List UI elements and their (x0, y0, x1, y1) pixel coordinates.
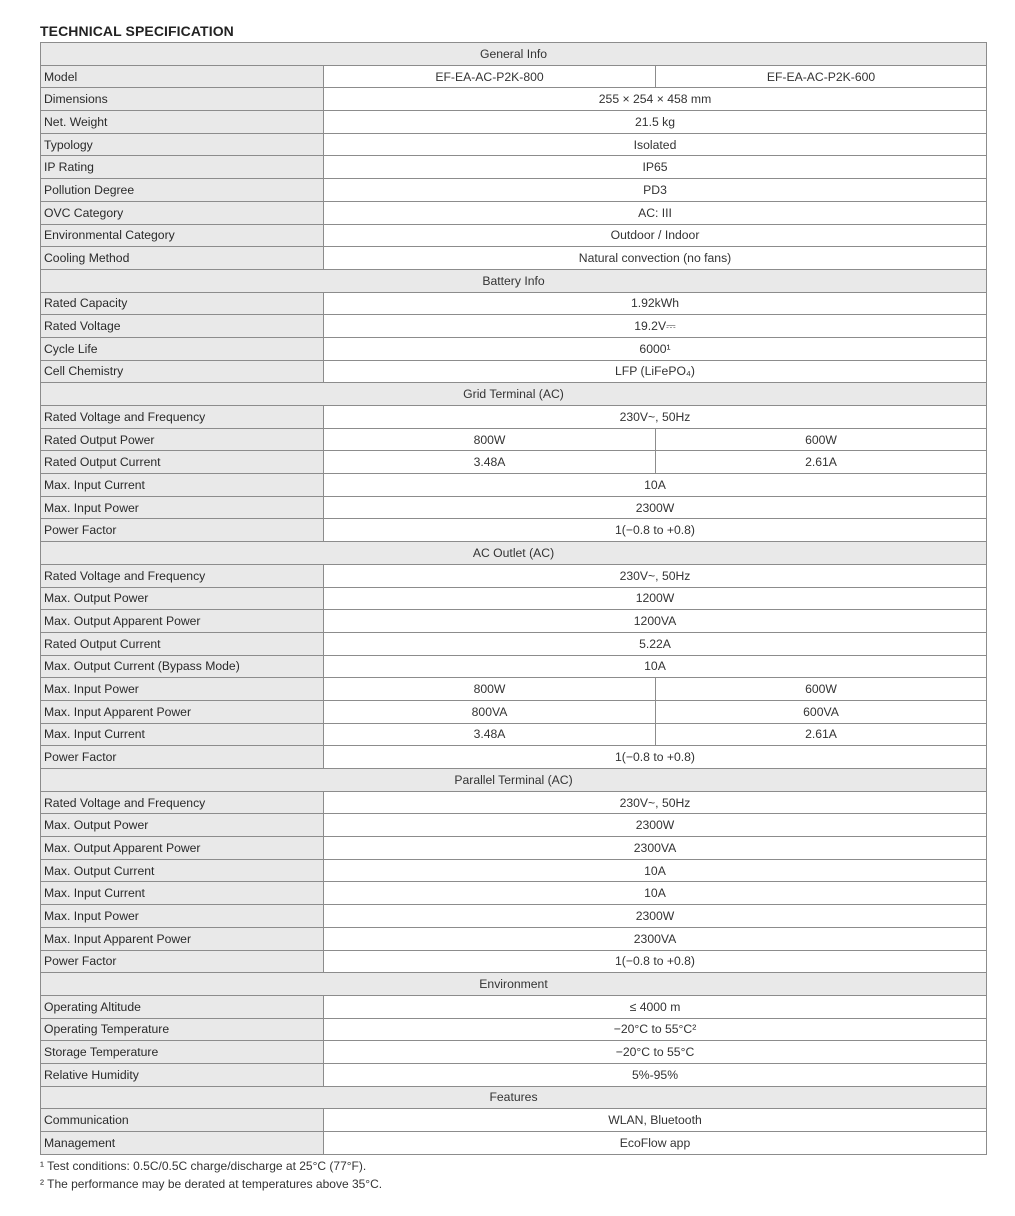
section-header: Battery Info (41, 269, 987, 292)
spec-row (41, 247, 987, 270)
spec-value: −20°C to 55°C² (324, 1018, 987, 1041)
spec-row (41, 156, 987, 179)
spec-value: 2.61A (656, 451, 987, 474)
spec-row (41, 111, 987, 134)
section-header: Grid Terminal (AC) (41, 383, 987, 406)
spec-value: 2300W (324, 814, 987, 837)
spec-row (41, 451, 987, 474)
spec-value: 2300VA (324, 927, 987, 950)
spec-label: Net. Weight (41, 111, 324, 134)
spec-value: 3.48A (324, 451, 656, 474)
spec-row (41, 1063, 987, 1086)
spec-label: IP Rating (41, 156, 324, 179)
spec-row (41, 1109, 987, 1132)
spec-label: Dimensions (41, 88, 324, 111)
spec-row (41, 814, 987, 837)
spec-row (41, 587, 987, 610)
spec-label: Rated Voltage and Frequency (41, 791, 324, 814)
spec-label: Max. Output Current (41, 859, 324, 882)
spec-value: Natural convection (no fans) (324, 247, 987, 270)
spec-row (41, 564, 987, 587)
spec-label: Rated Capacity (41, 292, 324, 315)
spec-value: 5%-95% (324, 1063, 987, 1086)
spec-row (41, 1041, 987, 1064)
spec-label: Environmental Category (41, 224, 324, 247)
spec-row (41, 882, 987, 905)
spec-row (41, 927, 987, 950)
spec-label: Management (41, 1132, 324, 1155)
spec-value: 1200W (324, 587, 987, 610)
spec-value: 255 × 254 × 458 mm (324, 88, 987, 111)
spec-label: Max. Input Power (41, 905, 324, 928)
spec-value: 2300W (324, 905, 987, 928)
spec-row (41, 224, 987, 247)
spec-label: Operating Temperature (41, 1018, 324, 1041)
section-header: Features (41, 1086, 987, 1109)
spec-value: 19.2V⎓ (324, 315, 987, 338)
spec-value: 10A (324, 474, 987, 497)
spec-label: Cycle Life (41, 337, 324, 360)
spec-label: Rated Voltage and Frequency (41, 406, 324, 429)
spec-row (41, 700, 987, 723)
spec-label: Rated Voltage and Frequency (41, 564, 324, 587)
spec-value: LFP (LiFePO₄) (324, 360, 987, 383)
spec-row (41, 474, 987, 497)
spec-row (41, 496, 987, 519)
spec-value: 10A (324, 882, 987, 905)
spec-row (41, 337, 987, 360)
spec-value: 600W (656, 678, 987, 701)
spec-label: Rated Voltage (41, 315, 324, 338)
spec-row (41, 950, 987, 973)
spec-label: Rated Output Current (41, 632, 324, 655)
spec-value: 2.61A (656, 723, 987, 746)
spec-value: Isolated (324, 133, 987, 156)
section-header: Environment (41, 973, 987, 996)
spec-value: 21.5 kg (324, 111, 987, 134)
spec-row (41, 406, 987, 429)
section-header-row (41, 43, 987, 66)
spec-row (41, 88, 987, 111)
spec-value: 5.22A (324, 632, 987, 655)
spec-value: 600W (656, 428, 987, 451)
section-header-row (41, 769, 987, 792)
spec-value: 3.48A (324, 723, 656, 746)
spec-row (41, 360, 987, 383)
spec-label: Model (41, 65, 324, 88)
spec-value: 1.92kWh (324, 292, 987, 315)
spec-label: OVC Category (41, 201, 324, 224)
spec-value: ≤ 4000 m (324, 995, 987, 1018)
spec-value: 230V~, 50Hz (324, 564, 987, 587)
spec-label: Operating Altitude (41, 995, 324, 1018)
spec-row (41, 905, 987, 928)
spec-label: Max. Input Apparent Power (41, 700, 324, 723)
spec-row (41, 837, 987, 860)
spec-label: Power Factor (41, 519, 324, 542)
section-header-row (41, 1086, 987, 1109)
spec-row (41, 678, 987, 701)
spec-value: 2300W (324, 496, 987, 519)
spec-value: PD3 (324, 179, 987, 202)
spec-row (41, 723, 987, 746)
spec-row (41, 746, 987, 769)
spec-row (41, 133, 987, 156)
spec-label: Max. Input Current (41, 723, 324, 746)
spec-value: WLAN, Bluetooth (324, 1109, 987, 1132)
document-title: TECHNICAL SPECIFICATION (40, 23, 234, 39)
spec-label: Pollution Degree (41, 179, 324, 202)
spec-value: EF-EA-AC-P2K-800 (324, 65, 656, 88)
spec-value: 600VA (656, 700, 987, 723)
spec-label: Communication (41, 1109, 324, 1132)
spec-label: Cooling Method (41, 247, 324, 270)
spec-row (41, 201, 987, 224)
spec-label: Max. Input Apparent Power (41, 927, 324, 950)
section-header-row (41, 973, 987, 996)
section-header: AC Outlet (AC) (41, 542, 987, 565)
spec-label: Typology (41, 133, 324, 156)
spec-label: Power Factor (41, 950, 324, 973)
spec-label: Rated Output Current (41, 451, 324, 474)
footnote-2: ² The performance may be derated at temperatures above 35°C. (40, 1177, 383, 1191)
spec-row (41, 1132, 987, 1155)
spec-row (41, 65, 987, 88)
spec-row (41, 428, 987, 451)
spec-label: Max. Output Apparent Power (41, 837, 324, 860)
spec-row (41, 995, 987, 1018)
section-header: General Info (41, 43, 987, 66)
section-header-row (41, 542, 987, 565)
spec-table-body (41, 43, 987, 1155)
spec-label: Max. Input Current (41, 474, 324, 497)
spec-row (41, 179, 987, 202)
spec-value: 230V~, 50Hz (324, 791, 987, 814)
spec-value: 6000¹ (324, 337, 987, 360)
spec-value: 10A (324, 655, 987, 678)
spec-row (41, 632, 987, 655)
spec-value: 1200VA (324, 610, 987, 633)
spec-value: EF-EA-AC-P2K-600 (656, 65, 987, 88)
spec-row (41, 791, 987, 814)
spec-row (41, 519, 987, 542)
spec-label: Max. Input Power (41, 678, 324, 701)
spec-value: 800W (324, 428, 656, 451)
spec-label: Max. Output Apparent Power (41, 610, 324, 633)
spec-value: AC: III (324, 201, 987, 224)
spec-value: 800VA (324, 700, 656, 723)
spec-table (40, 42, 987, 1155)
spec-label: Power Factor (41, 746, 324, 769)
spec-value: Outdoor / Indoor (324, 224, 987, 247)
spec-value: EcoFlow app (324, 1132, 987, 1155)
footnote-1: ¹ Test conditions: 0.5C/0.5C charge/discharge at 25°C (77°F). (40, 1159, 367, 1173)
spec-label: Max. Output Power (41, 814, 324, 837)
spec-label: Max. Input Power (41, 496, 324, 519)
spec-row (41, 292, 987, 315)
spec-row (41, 315, 987, 338)
spec-value: 2300VA (324, 837, 987, 860)
spec-label: Max. Input Current (41, 882, 324, 905)
section-header-row (41, 383, 987, 406)
spec-label: Cell Chemistry (41, 360, 324, 383)
spec-label: Storage Temperature (41, 1041, 324, 1064)
spec-row (41, 1018, 987, 1041)
spec-value: 800W (324, 678, 656, 701)
spec-value: IP65 (324, 156, 987, 179)
footnotes (40, 1157, 382, 1193)
section-header: Parallel Terminal (AC) (41, 769, 987, 792)
spec-value: −20°C to 55°C (324, 1041, 987, 1064)
spec-row (41, 655, 987, 678)
spec-row (41, 610, 987, 633)
spec-label: Max. Output Power (41, 587, 324, 610)
section-header-row (41, 269, 987, 292)
spec-row (41, 859, 987, 882)
spec-value: 1(−0.8 to +0.8) (324, 950, 987, 973)
spec-label: Rated Output Power (41, 428, 324, 451)
spec-value: 1(−0.8 to +0.8) (324, 746, 987, 769)
spec-label: Max. Output Current (Bypass Mode) (41, 655, 324, 678)
spec-value: 230V~, 50Hz (324, 406, 987, 429)
spec-value: 10A (324, 859, 987, 882)
spec-value: 1(−0.8 to +0.8) (324, 519, 987, 542)
spec-label: Relative Humidity (41, 1063, 324, 1086)
